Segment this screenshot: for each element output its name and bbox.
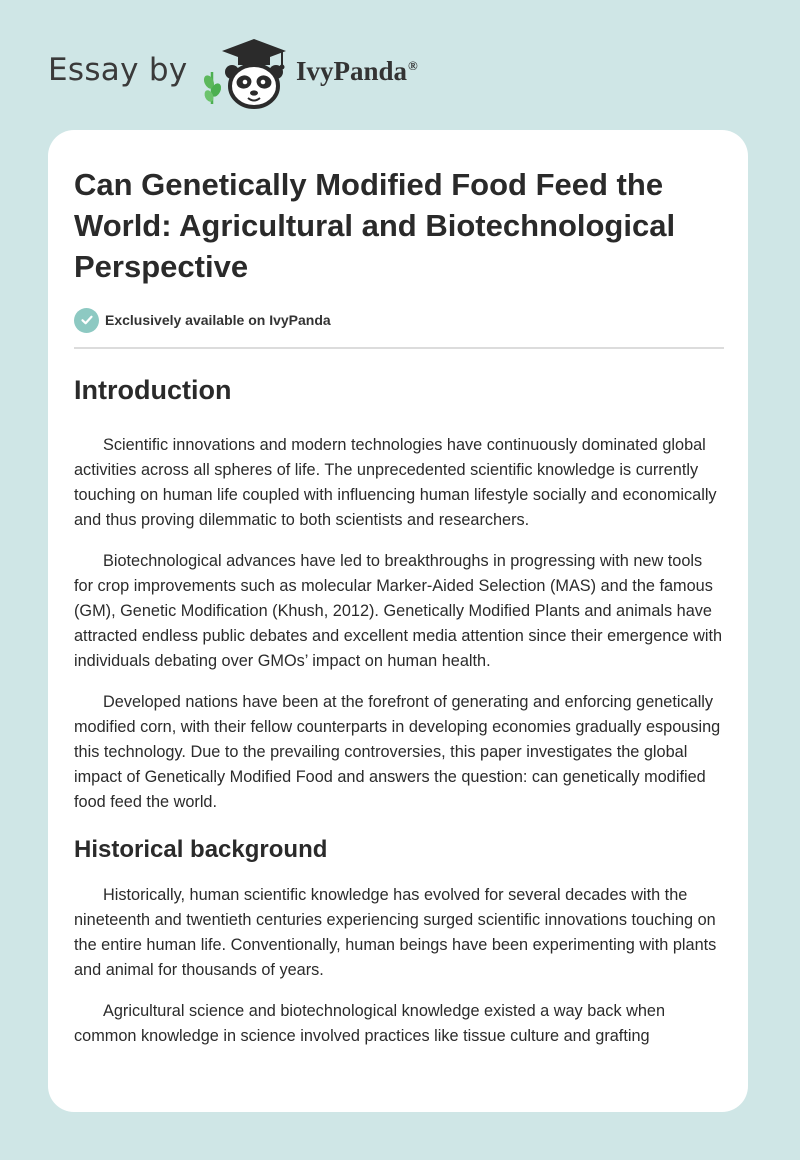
- leaf-icon: [202, 72, 223, 104]
- essay-content: [74, 164, 724, 1049]
- essay-by-label: Essay by: [48, 52, 188, 88]
- divider: [74, 347, 724, 349]
- introduction-body: [74, 433, 724, 815]
- essay-title: Can Genetically Modified Food Feed the World: Agricultural and Biotechnological Perspective: [74, 167, 676, 284]
- registered-mark: ®: [408, 58, 418, 73]
- exclusive-badge-label: Exclusively available on IvyPanda: [105, 312, 331, 328]
- brand-label: IvyPanda: [296, 56, 408, 86]
- paragraph: Historically, human scientific knowledge has evolved for several decades with the nineteenth and twentieth centuries experiencing surged scientific innovations touching on the entire human life. Conventionally, human beings have been experimenting with plants and animal for thousands of years.: [74, 886, 717, 979]
- essay-card: [48, 130, 748, 1112]
- paragraph: Biotechnological advances have led to breakthroughs in progressing with new tools for crop improvements such as molecular Marker-Aided Selection (MAS) and the famous (GM), Genetic Modification (Khush, 2012). Genetically Modified Plants and animals have attracted endless public debates and excellent media attention since their emergence with individuals debating over GMOs’ impact on human health.: [74, 552, 723, 670]
- section-heading-introduction: Introduction: [74, 375, 232, 405]
- section-heading-historical-background: Historical background: [74, 836, 328, 863]
- historical-background-body: [74, 883, 724, 1049]
- paragraph: Scientific innovations and modern technologies have continuously dominated global activities across all spheres of life. The unprecedented scientific knowledge is currently touching on human life coupled with influencing human lifestyle socially and economically and thus proving dilemmatic to both scientists and researchers.: [74, 436, 717, 529]
- brand-name[interactable]: [296, 56, 418, 87]
- site-header: [48, 38, 548, 110]
- checkmark-icon: [74, 308, 99, 333]
- paragraph: Agricultural science and biotechnological knowledge existed a way back when common knowledge in science involved practices like tissue culture and grafting: [74, 1002, 666, 1045]
- paragraph: Developed nations have been at the forefront of generating and enforcing genetically modified corn, with their fellow counterparts in developing economies gradually espousing this technology. Due to the prevailing controversies, this paper investigates the global impact of Genetically Modified Food and answers the question: can genetically modified food feed the world.: [74, 693, 721, 811]
- exclusive-badge: [74, 307, 724, 333]
- panda-logo-icon[interactable]: [202, 38, 294, 110]
